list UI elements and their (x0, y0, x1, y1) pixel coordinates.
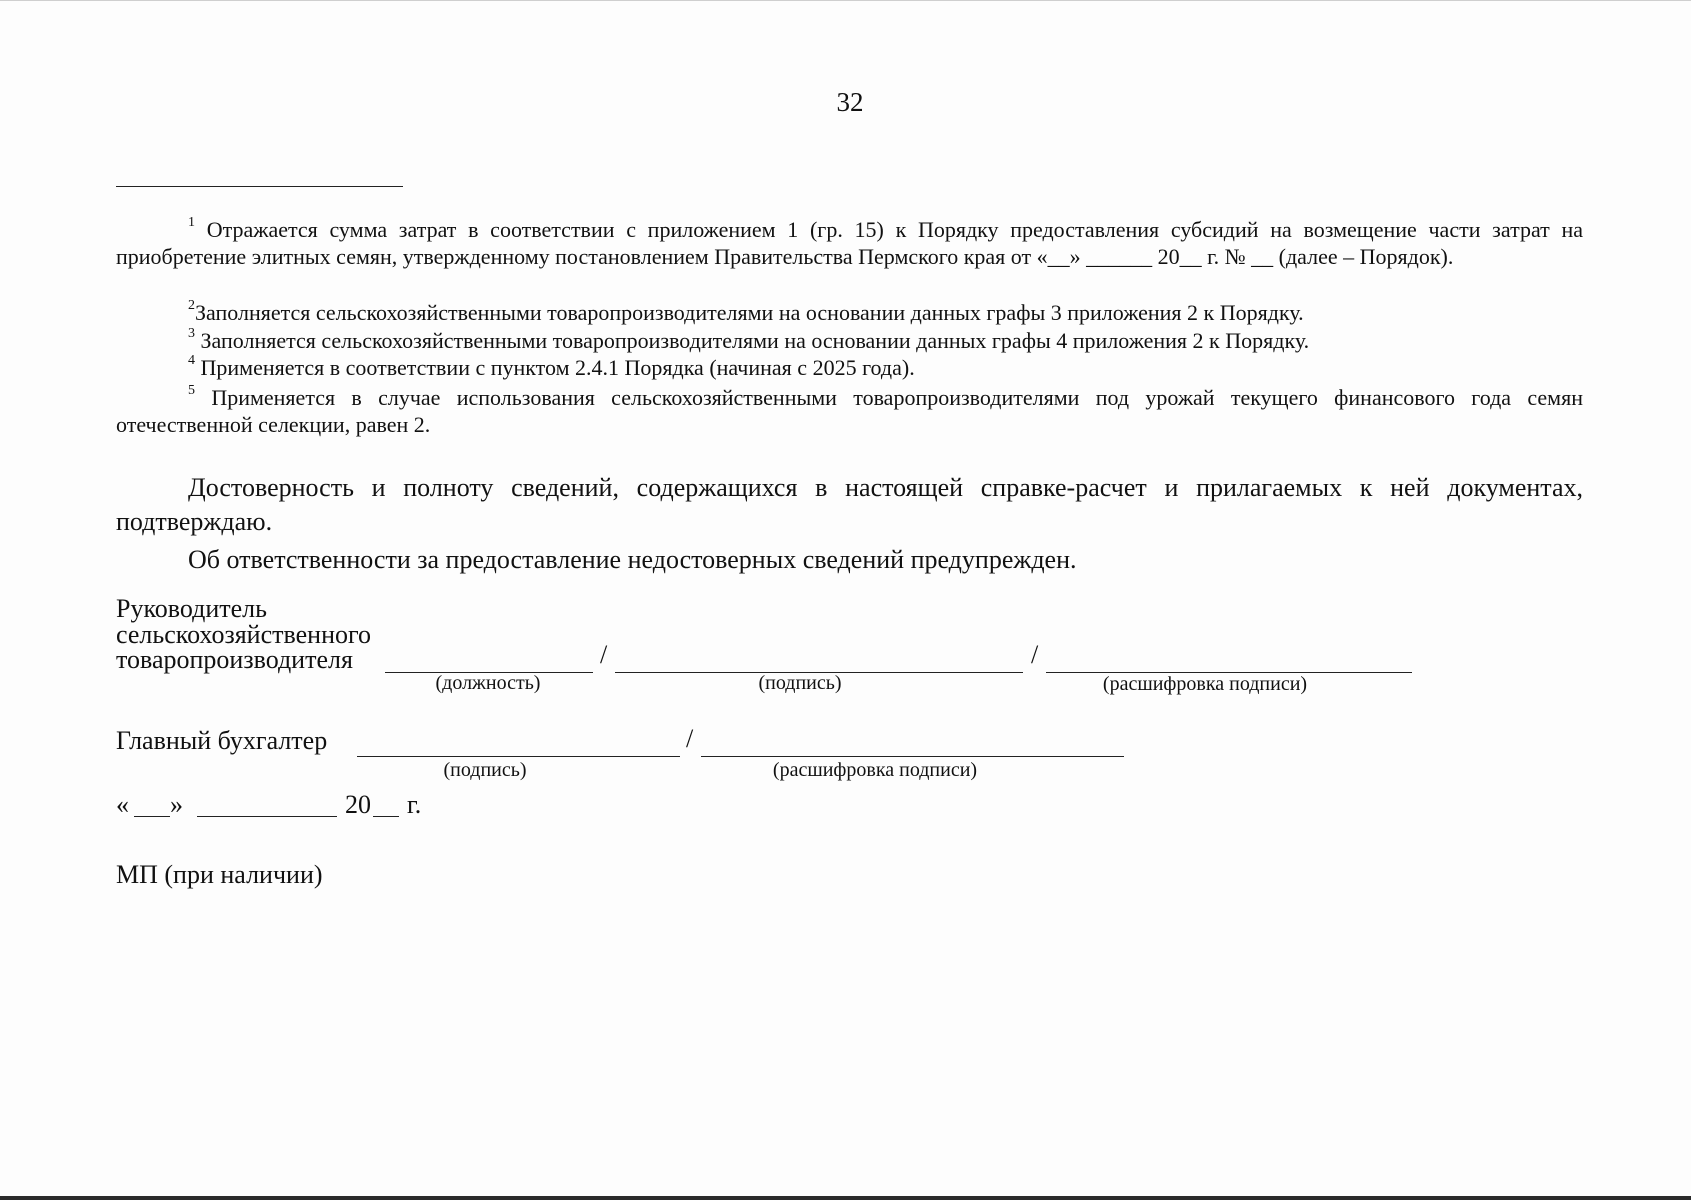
head-decoding-caption: (расшифровка подписи) (1102, 673, 1308, 695)
responsibility-text: Об ответственности за предоставление недостоверных сведений предупрежден. (188, 545, 1077, 574)
accountant-signature-line[interactable] (357, 756, 680, 757)
head-label-line3: товаропроизводителя (116, 645, 353, 674)
date-day-line[interactable] (134, 816, 170, 817)
date-close-quote: » (170, 790, 183, 819)
head-label-line1: Руководитель (116, 594, 267, 623)
date-month-line[interactable] (197, 816, 337, 817)
footnote-1-text: Отражается сумма затрат в соответствии с приложением 1 (гр. 15) к Порядку предоставления субсидий на возмещение части затрат на приобретение элитных семян, утвержденному постановлением Правительства Пермского края от «__» ______ 20__ г. № __ (далее – Порядок). (116, 217, 1584, 269)
date-year-prefix: 20 (345, 790, 371, 819)
scan-bottom-edge (0, 1196, 1691, 1200)
head-label-line2: сельскохозяйственного (116, 620, 371, 649)
footnote-2-number: 2 (188, 298, 195, 313)
accountant-signature-caption: (подпись) (443, 759, 527, 781)
footnote-5-text: Применяется в случае использования сельскохозяйственными товаропроизводителями под урожай текущего финансового года семян отечественной селекции, равен 2. (116, 385, 1583, 437)
footnote-3-text: Заполняется сельскохозяйственными товаропроизводителями на основании данных графы 4 приложения 2 к Порядку. (200, 328, 1310, 353)
accountant-decoding-caption: (расшифровка подписи) (772, 759, 978, 781)
accountant-decoding-line[interactable] (701, 756, 1124, 757)
accountant-separator: / (686, 724, 694, 753)
responsibility-statement (116, 543, 1583, 577)
footnote-4-number: 4 (188, 353, 195, 368)
date-year-line[interactable] (373, 816, 399, 817)
accountant-label: Главный бухгалтер (116, 726, 328, 755)
head-separator-1: / (600, 640, 608, 669)
head-signature-caption: (подпись) (758, 672, 842, 694)
date-open-quote: « (116, 790, 129, 819)
footnote-1 (116, 216, 1583, 270)
footnote-3-number: 3 (188, 326, 195, 341)
footnote-2-text: Заполняется сельскохозяйственными товаропроизводителями на основании данных графы 3 приложения 2 к Порядку. (195, 300, 1304, 325)
stamp-note: МП (при наличии) (116, 860, 323, 889)
footnote-5 (116, 384, 1583, 438)
footnote-4-text: Применяется в соответствии с пунктом 2.4.1 Порядка (начиная с 2025 года). (200, 355, 915, 380)
footnote-2 (116, 299, 1583, 326)
footnote-4 (116, 354, 1583, 381)
footnote-5-number: 5 (188, 383, 195, 398)
footnote-separator (116, 186, 403, 187)
confirmation-text: Достоверность и полноту сведений, содержащихся в настоящей справке-расчет и прилагаемых к ней документах, подтверждаю. (116, 473, 1583, 536)
head-position-caption: (должность) (435, 672, 541, 694)
confirmation-statement (116, 471, 1583, 539)
date-year-suffix: г. (407, 790, 422, 819)
head-separator-2: / (1031, 640, 1039, 669)
footnote-3 (116, 327, 1583, 354)
footnote-1-number: 1 (188, 215, 195, 230)
page-number: 32 (836, 87, 864, 117)
